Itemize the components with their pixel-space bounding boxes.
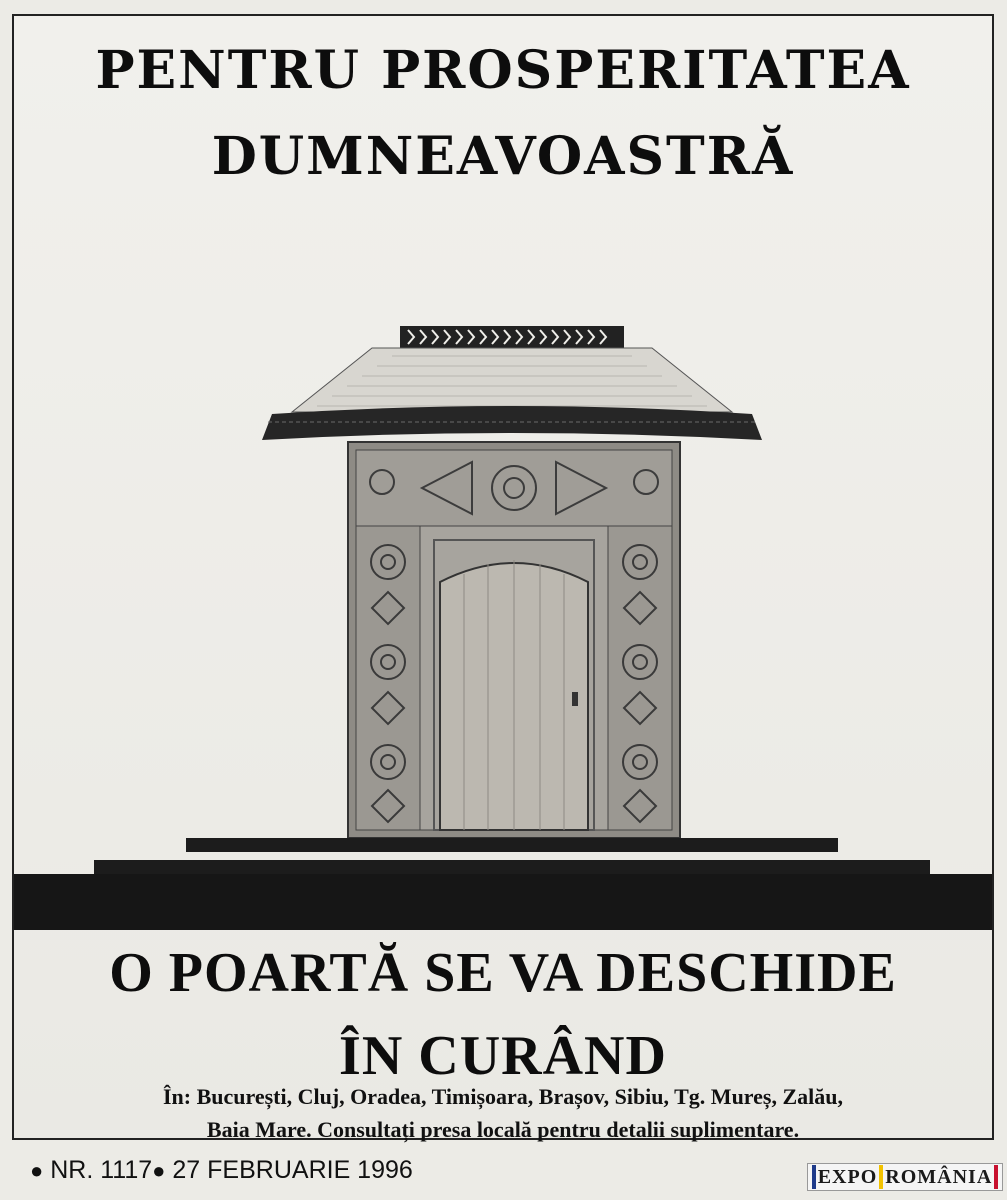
- black-divider-bar: [14, 874, 992, 930]
- issue-number: NR. 1117: [50, 1156, 153, 1184]
- expo-romania-logo: [807, 1163, 1003, 1191]
- slogan-line-1: O POARTĂ SE VA DESCHIDE: [109, 942, 897, 1004]
- logo-right-text: ROMÂNIA: [885, 1165, 993, 1188]
- bullet-icon: ●: [30, 1158, 44, 1183]
- roof-crest-ornament: [400, 326, 624, 348]
- slogan-line-2: ÎN CURÂND: [339, 1025, 667, 1087]
- advertisement: [12, 14, 994, 1140]
- gate-door: [440, 560, 588, 830]
- logo-left-text: EXPO: [817, 1165, 878, 1188]
- gate-roof: [262, 348, 762, 440]
- cities-line-1: În: București, Cluj, Oradea, Timișoara, Brașov, Sibiu, Tg. Mureș, Zalău,: [162, 1084, 844, 1109]
- flag-stripe-yellow: [879, 1165, 883, 1189]
- issue-info: [30, 1156, 413, 1185]
- flag-stripe-red: [994, 1165, 998, 1189]
- gate-illustration: [72, 312, 952, 902]
- cities-line-2: Baia Mare. Consultați presa locală pentru detalii suplimentare.: [206, 1117, 800, 1142]
- flag-stripe-blue: [812, 1165, 816, 1189]
- issue-date: 27 FEBRUARIE 1996: [172, 1156, 413, 1184]
- cities-text: [14, 1080, 992, 1146]
- bullet-icon: ●: [152, 1158, 166, 1183]
- headline-line-1: PENTRU PROSPERITATEA: [95, 40, 911, 101]
- headline-line-2: DUMNEAVOASTRĂ: [211, 126, 795, 187]
